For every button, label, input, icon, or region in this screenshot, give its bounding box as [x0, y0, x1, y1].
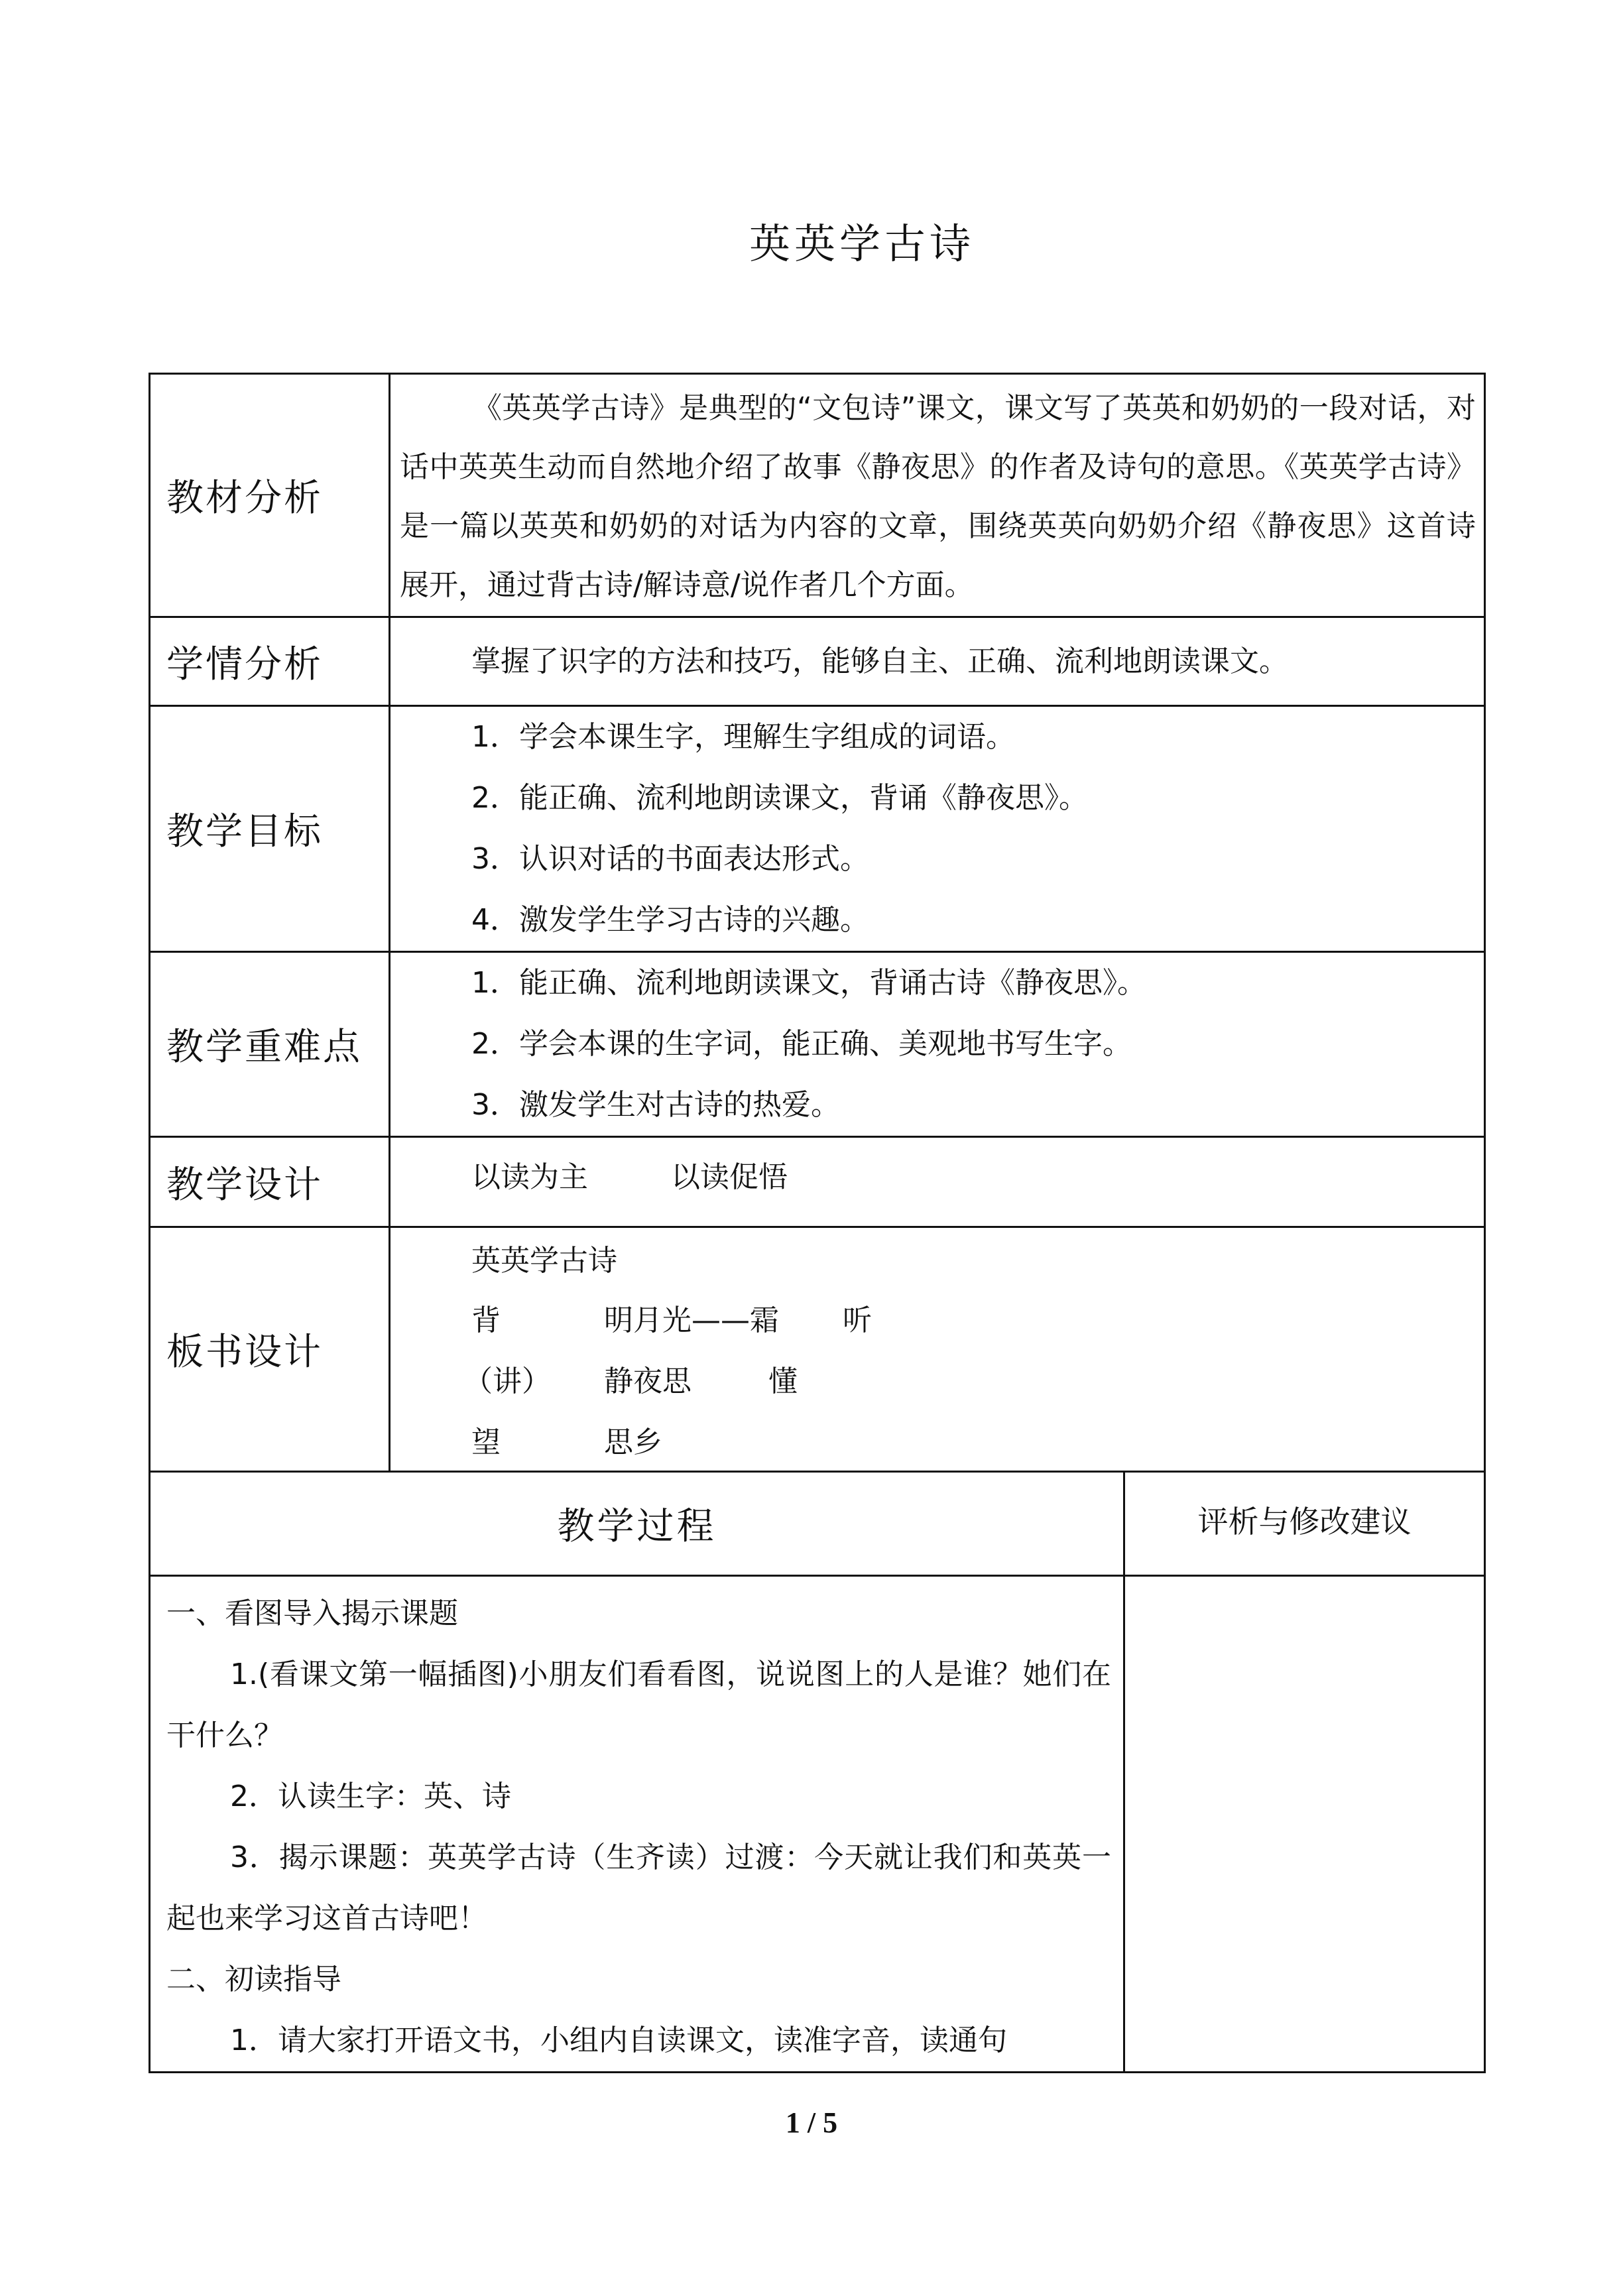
board-text: 静夜思: [604, 1364, 691, 1398]
objective-item: 3．认识对话的书面表达形式。: [471, 842, 869, 876]
key-points-list: [390, 952, 1485, 1137]
process-header: 教学过程: [150, 1472, 1124, 1576]
label-objectives: 教学目标: [150, 706, 390, 952]
board-text: （讲）: [463, 1364, 551, 1398]
board-text: 懂: [768, 1364, 798, 1398]
review-content: [1124, 1576, 1485, 2073]
board-title: 英英学古诗: [471, 1244, 617, 1278]
process-line: 2．认读生字：英、诗: [230, 1780, 511, 1813]
row-process-header: [150, 1472, 1485, 1576]
row-process-body: [150, 1576, 1485, 2073]
process-line: 二、初读指导: [166, 1963, 341, 1996]
row-material-analysis: [150, 374, 1485, 617]
row-key-points: [150, 952, 1485, 1137]
label-design: 教学设计: [150, 1137, 390, 1227]
label-key-points: 教学重难点: [150, 952, 390, 1137]
page-number: 1 / 5: [785, 2106, 838, 2139]
board-text: 望: [471, 1425, 501, 1459]
objective-item: 1．学会本课生字，理解生字组成的词语。: [471, 720, 1015, 754]
row-board: [150, 1227, 1485, 1472]
page-title: 英英学古诗: [749, 219, 975, 268]
lesson-plan-table: [149, 373, 1486, 2073]
board-text: 听: [843, 1303, 872, 1337]
process-content: [150, 1576, 1124, 2073]
design-part-1: 以读为主: [471, 1160, 588, 1194]
design-part-2: 以读促悟: [671, 1160, 788, 1194]
objective-item: 4．激发学生学习古诗的兴趣。: [471, 903, 869, 937]
row-design: [150, 1137, 1485, 1227]
key-point-item: 2．学会本课的生字词，能正确、美观地书写生字。: [471, 1027, 1132, 1061]
label-material-analysis: 教材分析: [150, 374, 390, 617]
process-line: 3．揭示课题：英英学古诗（生齐读）过渡：今天就让我们和英英一起也来学习这首古诗吧！: [166, 1841, 1111, 1935]
key-point-item: 1．能正确、流利地朗读课文，背诵古诗《静夜思》。: [471, 966, 1146, 1000]
board-design: [390, 1227, 1485, 1472]
process-line: 1.(看课文第一幅插图)小朋友们看看图，说说图上的人是谁？她们在干什么？: [166, 1658, 1111, 1752]
student-analysis-text: 掌握了识字的方法和技巧，能够自主、正确、流利地朗读课文。: [390, 617, 1485, 706]
objectives-list: [390, 706, 1485, 952]
design-text: [390, 1137, 1485, 1227]
row-student-analysis: [150, 617, 1485, 706]
material-analysis-text: 《英英学古诗》是典型的“文包诗”课文，课文写了英英和奶奶的一段对话，对话中英英生动而自然地介绍了故事《静夜思》的作者及诗句的意思。《英英学古诗》是一篇以英英和奶奶的对话为内容的文章，围绕英英向奶奶介绍《静夜思》这首诗展开，通过背古诗/解诗意/说作者几个方面。: [390, 374, 1485, 617]
label-student-analysis: 学情分析: [150, 617, 390, 706]
board-text: 思乡: [604, 1425, 662, 1459]
board-text: 背: [471, 1303, 501, 1337]
board-text: 明月光——霜: [604, 1303, 779, 1337]
review-header: 评析与修改建议: [1124, 1472, 1485, 1576]
key-point-item: 3．激发学生对古诗的热爱。: [471, 1088, 840, 1122]
process-line: 一、看图导入揭示课题: [166, 1597, 458, 1630]
label-board: 板书设计: [150, 1227, 390, 1472]
process-line: 1．请大家打开语文书，小组内自读课文，读准字音，读通句: [230, 2024, 1007, 2057]
row-objectives: [150, 706, 1485, 952]
objective-item: 2．能正确、流利地朗读课文，背诵《静夜思》。: [471, 781, 1088, 815]
